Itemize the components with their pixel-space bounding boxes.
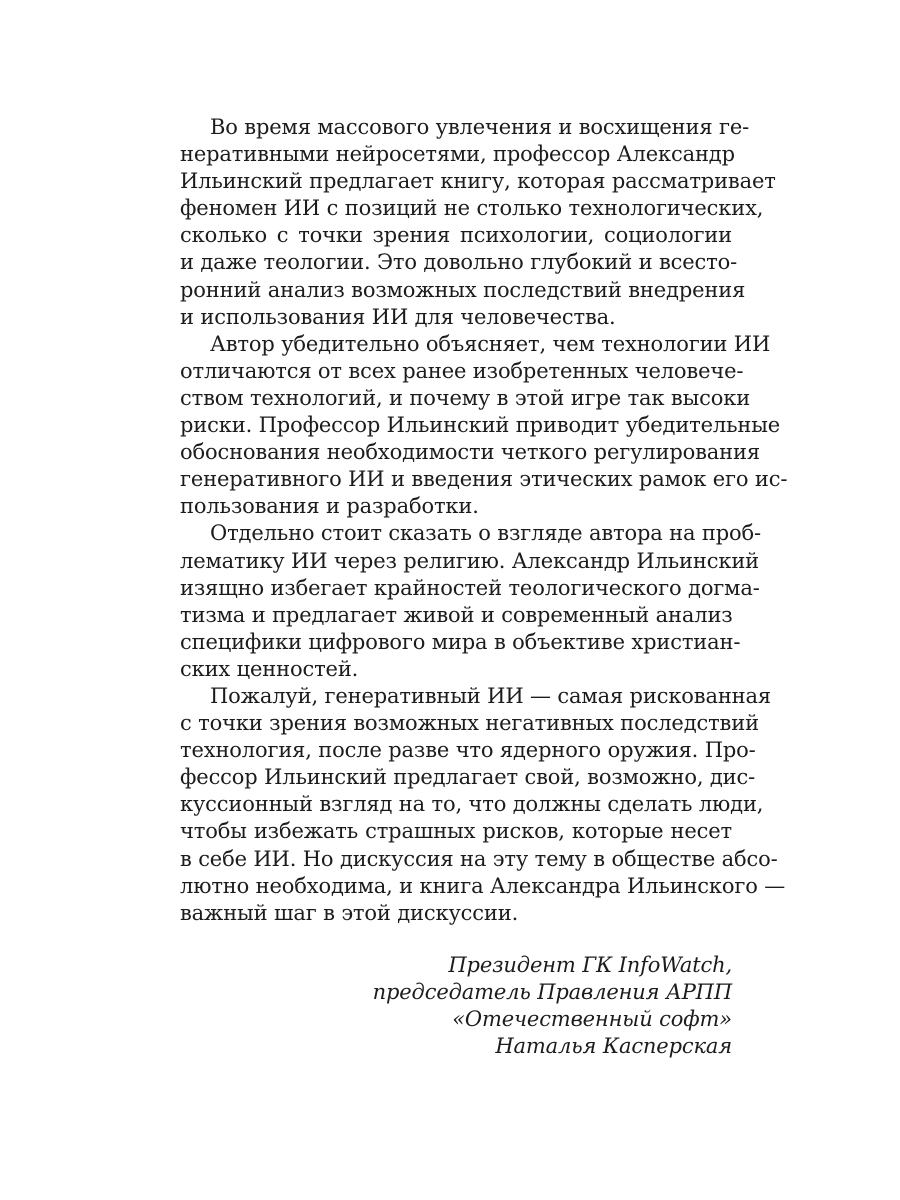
signature-position-2: председатель Правления АРПП [372,980,732,1004]
paragraph-2-line-7: пользования и разработки. [180,494,479,519]
paragraph-4-line-3: технология, после разве что ядерного оружия. Про- [180,738,756,763]
paragraph-3-line-4: тизма и предлагает живой и современный анализ [180,602,733,627]
signature-author-name: Наталья Касперская [495,1034,732,1058]
signature-position-1: Президент ГК InfoWatch, [448,953,732,977]
body-text [180,114,788,927]
paragraph-4-line-9: важный шаг в этой дискуссии. [180,900,519,925]
paragraph-3-line-3: изящно избегает крайностей теологического догма- [180,575,760,600]
paragraph-4-line-2: с точки зрения возможных негативных последствий [180,711,759,736]
paragraph-3-line-6: ских ценностей. [180,656,359,681]
paragraph-1-line-8: и использования ИИ для человечества. [180,304,616,329]
paragraph-4-line-7: в себе ИИ. Но дискуссия на эту тему в обществе абсо- [180,846,778,871]
paragraph-2-line-6: генеративного ИИ и введения этических рамок его ис- [180,467,788,492]
paragraph-1-line-6: и даже теологии. Это довольно глубокий и всесто- [180,250,738,275]
paragraph-1-line-5: сколько с точки зрения психологии, социологии [180,223,732,248]
paragraph-1-line-3: Ильинский предлагает книгу, которая рассматривает [180,169,776,194]
paragraph-3-line-1: Отдельно стоит сказать о взгляде автора на проб- [210,521,761,546]
paragraph-2-line-3: ством технологий, и почему в этой игре так высоки [180,385,751,410]
paragraph-1-line-4: феномен ИИ с позиций не столько технологических, [180,196,764,221]
paragraph-4-line-8: лютно необходима, и книга Александра Ильинского — [180,873,786,898]
paragraph-2-line-4: риски. Профессор Ильинский приводит убедительные [180,413,781,438]
paragraph-2-line-1: Автор убедительно объясняет, чем технологии ИИ [210,331,771,356]
paragraph-4-line-6: чтобы избежать страшных рисков, которые несет [180,819,732,844]
paragraph-3-line-5: специфики цифрового мира в объективе христиан- [180,629,741,654]
book-page [180,114,788,1058]
paragraph-2-line-5: обоснования необходимости четкого регулирования [180,440,760,465]
paragraph-3-line-2: лематику ИИ через религию. Александр Ильинский [180,548,760,573]
paragraph-1-line-1: Во время массового увлечения и восхищения ге- [210,115,750,139]
paragraph-2-line-2: отличаются от всех ранее изобретенных человече- [180,358,744,383]
paragraph-1-line-2: неративными нейросетями, профессор Александр [180,142,735,167]
paragraph-4-line-5: куссионный взгляд на то, что должны сделать люди, [180,792,764,817]
paragraph-1-line-7: ронний анализ возможных последствий внедрения [180,277,746,302]
signature-block [180,952,732,1060]
signature-organization: «Отечественный софт» [452,1007,732,1031]
paragraph-4-line-4: фессор Ильинский предлагает свой, возможно, дис- [180,765,756,790]
paragraph-4-line-1: Пожалуй, генеративный ИИ — самая рискованная [210,683,771,708]
